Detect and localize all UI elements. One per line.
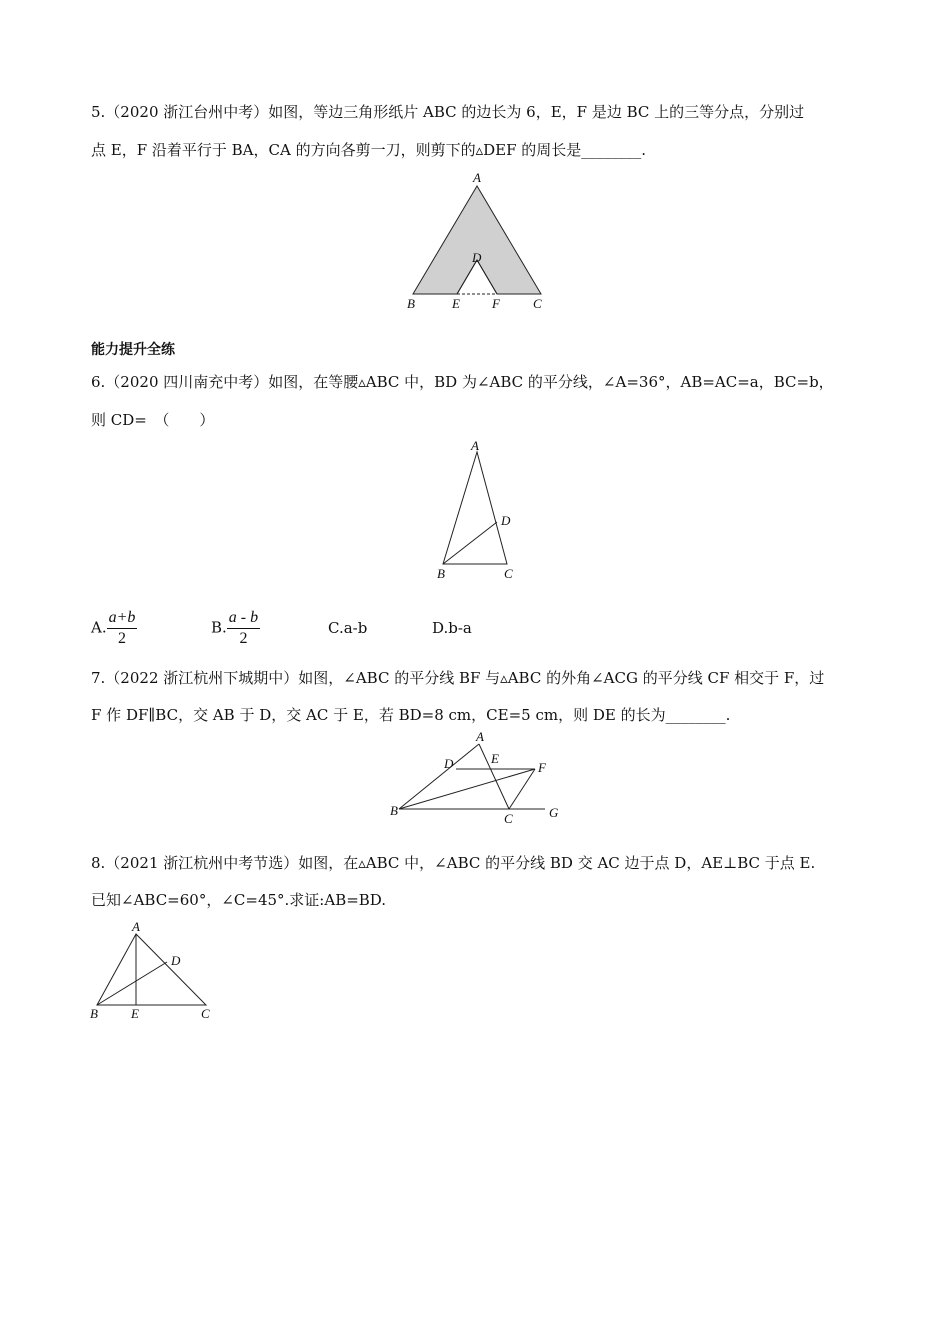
q6-option-b-numerator: a - b <box>227 608 260 629</box>
q6-option-a-denominator: 2 <box>118 630 126 647</box>
q5-label-e: E <box>452 296 460 311</box>
q7-figure <box>385 730 565 828</box>
q6-option-b-denominator: 2 <box>239 630 248 647</box>
q6-figure <box>425 436 525 584</box>
q6-segment-bd <box>443 522 497 564</box>
q6-label-b: B <box>437 566 445 581</box>
q6-option-c: C.a-b <box>328 619 368 637</box>
q6-option-b-prefix: B. <box>211 618 227 637</box>
q7-label-g: G <box>549 805 559 820</box>
q5-figure <box>395 168 555 314</box>
q7-label-a: A <box>476 730 484 744</box>
q5-label-d: D <box>472 250 482 265</box>
q7-label-b: B <box>390 803 398 818</box>
q6-text-line2: 则 CD= （ ） <box>91 411 215 429</box>
q8-text-line2: 已知∠ABC=60°，∠C=45°.求证:AB=BD. <box>91 891 387 909</box>
q7-label-e: E <box>491 751 499 766</box>
q6-option-a-fraction <box>107 608 138 649</box>
q7-segment-ba <box>399 744 479 809</box>
q8-label-b: B <box>90 1006 98 1021</box>
q5-label-a: A <box>473 170 481 185</box>
q6-option-a-prefix: A. <box>91 618 107 637</box>
q5-shaded-region <box>413 186 541 294</box>
q8-label-e: E <box>131 1006 139 1021</box>
q8-segment-bd <box>97 962 167 1005</box>
q6-triangle-abc <box>443 452 507 564</box>
q6-label-c: C <box>504 566 513 581</box>
q5-text-line2: 点 E，F 沿着平行于 BA，CA 的方向各剪一刀，则剪下的▵DEF 的周长是________. <box>91 141 647 159</box>
q6-option-d: D.b-a <box>432 619 472 637</box>
q6-option-b-fraction <box>227 608 260 649</box>
q6-text-line1: 6.（2020 四川南充中考）如图，在等腰▵ABC 中，BD 为∠ABC 的平分线，∠A=36°，AB=AC=a，BC=b， <box>91 373 834 391</box>
q6-option-a <box>91 608 137 649</box>
q8-label-c: C <box>201 1006 210 1021</box>
q8-label-d: D <box>171 953 181 968</box>
q6-option-a-numerator: a+b <box>107 608 138 629</box>
q7-label-d: D <box>444 756 454 771</box>
q5-label-c: C <box>533 296 542 311</box>
q7-label-c: C <box>504 811 513 826</box>
q8-label-a: A <box>132 919 140 934</box>
q7-segment-bf <box>399 769 535 809</box>
q6-label-a: A <box>471 438 479 453</box>
q6-option-b <box>211 608 260 649</box>
q8-figure <box>85 918 220 1024</box>
q7-label-f: F <box>538 760 546 775</box>
q6-label-d: D <box>501 513 511 528</box>
q8-triangle-abc <box>97 934 206 1005</box>
q5-label-f: F <box>492 296 500 311</box>
q7-text-line2: F 作 DF∥BC，交 AB 于 D，交 AC 于 E，若 BD=8 cm，CE=5 cm，则 DE 的长为________. <box>91 706 731 724</box>
q7-text-line1: 7.（2022 浙江杭州下城期中）如图，∠ABC 的平分线 BF 与▵ABC 的外角∠ACG 的平分线 CF 相交于 F，过 <box>91 669 825 687</box>
q5-label-b: B <box>407 296 415 311</box>
section-heading: 能力提升全练 <box>91 342 175 358</box>
q5-text-line1: 5.（2020 浙江台州中考）如图，等边三角形纸片 ABC 的边长为 6，E，F 是边 BC 上的三等分点，分别过 <box>91 103 805 121</box>
q8-text-line1: 8.（2021 浙江杭州中考节选）如图，在▵ABC 中，∠ABC 的平分线 BD 交 AC 边于点 D，AE⊥BC 于点 E. <box>91 854 816 872</box>
